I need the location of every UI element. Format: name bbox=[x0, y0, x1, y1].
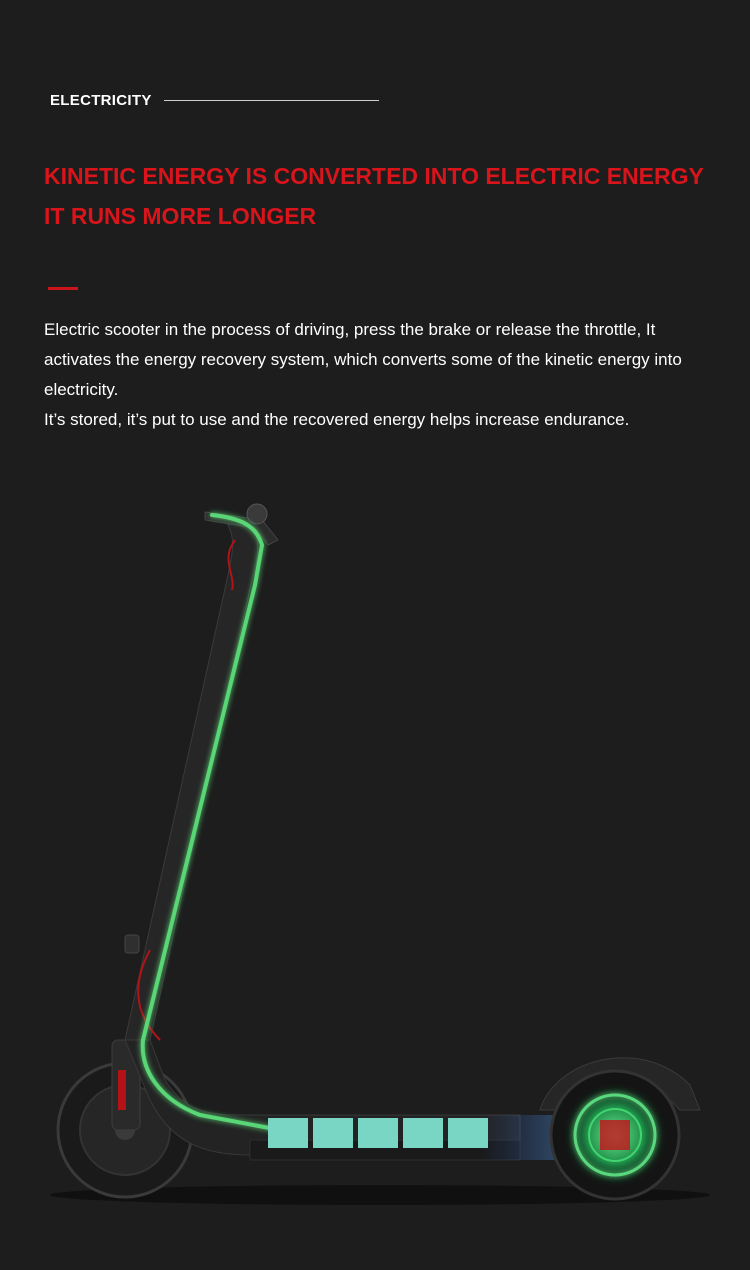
description-paragraph-2: It’s stored, it’s put to use and the recovered energy helps increase endurance. bbox=[44, 410, 630, 429]
battery-cell bbox=[268, 1118, 308, 1148]
battery-cells bbox=[268, 1118, 488, 1148]
battery-cell bbox=[448, 1118, 488, 1148]
section-divider bbox=[164, 100, 379, 101]
headline-line-1: KINETIC ENERGY IS CONVERTED INTO ELECTRIC ENERGY bbox=[44, 163, 704, 189]
section-label bbox=[50, 92, 379, 109]
fold-latch bbox=[125, 935, 139, 953]
headline bbox=[44, 156, 704, 236]
energy-flow-line bbox=[143, 515, 280, 1130]
rear-wheel bbox=[551, 1071, 679, 1199]
headline-line-2: IT RUNS MORE LONGER bbox=[44, 203, 317, 229]
bell-icon bbox=[247, 504, 267, 524]
description bbox=[44, 315, 684, 435]
battery-cell bbox=[313, 1118, 353, 1148]
battery-cell bbox=[358, 1118, 398, 1148]
scooter-illustration bbox=[0, 480, 750, 1270]
description-paragraph-1: Electric scooter in the process of driving, press the brake or release the throttle, It activates the energy recovery system, which converts some of the kinetic energy into electricity. bbox=[44, 320, 682, 399]
fork-reflector bbox=[118, 1070, 126, 1110]
section-label-text: ELECTRICITY bbox=[50, 92, 152, 109]
battery-cell bbox=[403, 1118, 443, 1148]
accent-bar bbox=[48, 287, 78, 290]
